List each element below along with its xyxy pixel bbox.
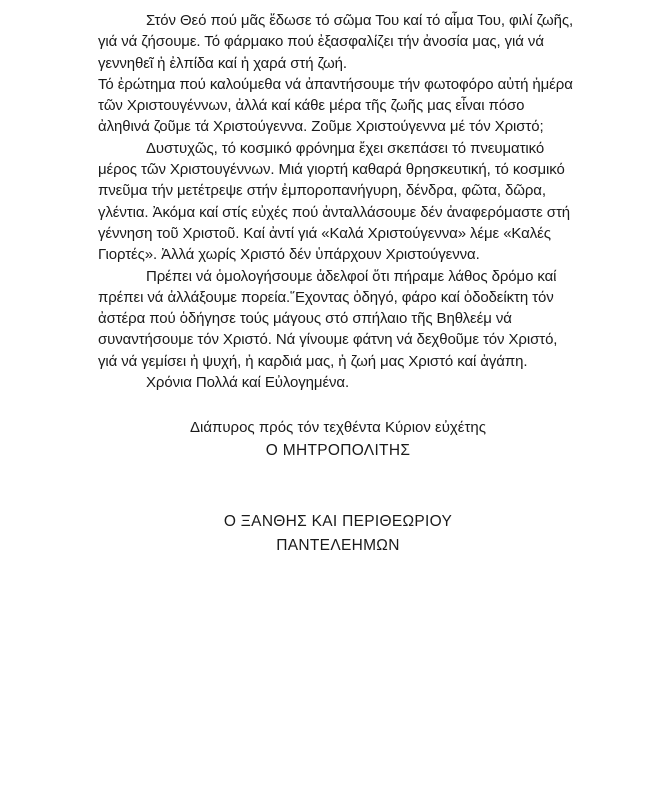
paragraph-1: Στόν Θεό πού μᾶς ἔδωσε τό σῶμα Του καί τό αἷμα Του, φιλί ζωῆς, γιά νά ζήσουμε. Τό φάρμακο πού ἐξασφαλίζει τήν ἀνοσία μας, γιά νά γεννηθεῖ ἡ ἐλπίδα καί ἡ χαρά στή ζωή. [98,12,574,72]
signer-title: Ο ΜΗΤΡΟΠΟΛΙΤΗΣ [265,442,411,460]
paragraph-4: Πρέπει νά ὁμολογήσουμε ἀδελφοί ὅτι πήραμε λάθος δρόμο καί πρέπει νά ἀλλάξουμε πορεία.῞Εχοντας ὁδηγό, φάρο καί ὁδοδείκτη τόν ἀστέρα πού ὁδήγησε τούς μάγους στό σπήλαιο τῆς Βηθλεέμ νά συναντήσουμε τόν Χριστό. Νά γίνουμε φάτνη νά δεχθοῦμε τόν Χριστό, γιά νά γεμίσει ἡ ψυχή, ἡ καρδιά μας, ἡ ζωή μας Χριστό καί ἀγάπη. [98,267,558,370]
letter-body [98,10,578,393]
closing-greeting: Διάπυρος πρός τόν τεχθέντα Κύριον εὐχέτης [189,419,486,437]
paragraph-3: Δυστυχῶς, τό κοσμικό φρόνημα ἔχει σκεπάσει τό πνευματικό μέρος τῶν Χριστουγέννων. Μιά γιορτή καθαρά θρησκευτική, τό κοσμικό πνεῦμα τήν μετέτρεψε στήν ἐμποροπανήγυρη, δένδρα, φῶτα, δῶρα, γλέντια. Ἀκόμα καί στίς εὐχές πού ἀνταλλάσουμε δέν ἀναφερόμαστε στή γέννηση τοῦ Χριστοῦ. Καί ἀντί γιά «Καλά Χριστούγεννα» λέμε «Καλές Γιορτές». Ἀλλά χωρίς Χριστό δέν ὑπάρχουν Χριστούγεννα. [98,139,571,264]
see-title-line-1: Ο ΞΑΝΘΗΣ ΚΑΙ ΠΕΡΙΘΕΩΡΙΟΥ [223,513,453,531]
paragraph-5: Χρόνια Πολλά καί Εὐλογημένα. [146,374,350,392]
signer-name: ΠΑΝΤΕΛΕΗΜΩΝ [276,536,400,554]
closing-block [98,417,578,556]
paragraph-2: Τό ἐρώτημα πού καλούμεθα νά ἀπαντήσουμε τήν φωτοφόρο αὐτή ἡμέρα τῶν Χριστουγέννων, ἀλλά καί κάθε μέρα τῆς ζωῆς μας εἶναι πόσο ἀληθινά ζοῦμε τά Χριστούγεννα. Ζοῦμε Χριστούγεννα μέ τόν Χριστό; [98,75,573,136]
